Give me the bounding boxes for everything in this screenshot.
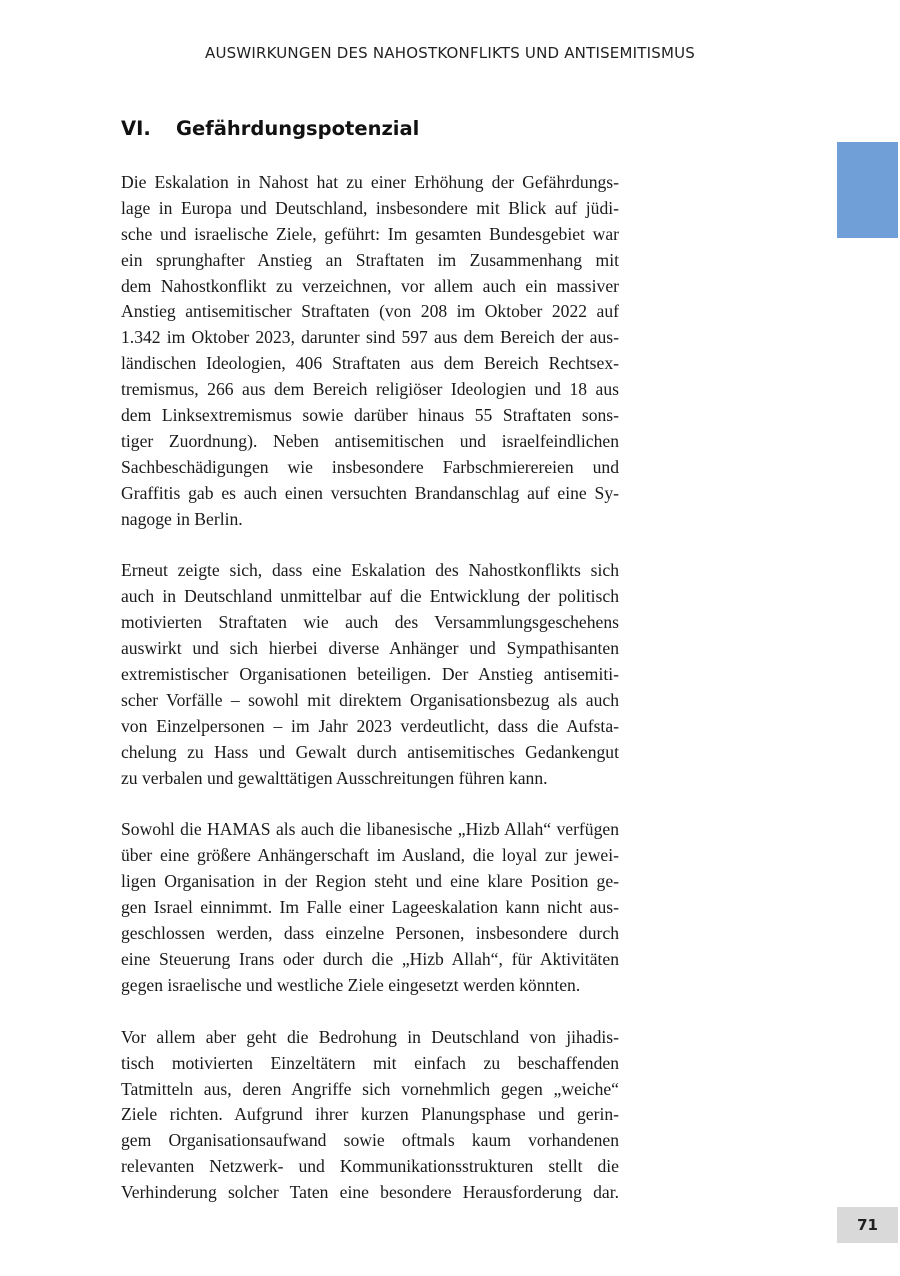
text-line: tiger Zuordnung). Neben antisemitischen und israelfeindlichen <box>121 430 619 451</box>
text-line: Tatmitteln aus, deren Angriffe sich vornehmlich gegen „weiche“ <box>121 1078 619 1099</box>
text-line: eine Steuerung Irans oder durch die „Hizb Allah“, für Aktivitäten <box>121 948 619 969</box>
paragraph <box>121 170 619 532</box>
text-line: Vor allem aber geht die Bedrohung in Deutschland von jihadis- <box>121 1026 619 1047</box>
section-heading <box>121 117 419 140</box>
text-line: chelung zu Hass und Gewalt durch antisemitisches Gedankengut <box>121 741 619 762</box>
text-line: tremismus, 266 aus dem Bereich religiöser Ideologien und 18 aus <box>121 379 619 400</box>
section-title: Gefährdungspotenzial <box>176 117 420 140</box>
text-line: 1.342 im Oktober 2023, darunter sind 597 aus dem Bereich der aus- <box>121 327 619 348</box>
text-line: Erneut zeigte sich, dass eine Eskalation des Nahostkonflikts sich <box>121 560 619 581</box>
page-number: 71 <box>837 1207 898 1243</box>
paragraph <box>121 1025 619 1206</box>
text-line: tisch motivierten Einzeltätern mit einfach zu beschaffenden <box>121 1052 619 1073</box>
running-head: AUSWIRKUNGEN DES NAHOSTKONFLIKTS UND ANTISEMITISMUS <box>204 44 695 62</box>
chapter-tab-marker <box>837 142 898 238</box>
text-line: dem Linksextremismus sowie darüber hinaus 55 Straftaten sons- <box>121 405 619 426</box>
paragraph <box>121 817 619 998</box>
text-line: sche und israelische Ziele, geführt: Im gesamten Bundesgebiet war <box>121 223 619 244</box>
text-line: Die Eskalation in Nahost hat zu einer Erhöhung der Gefährdungs- <box>121 172 619 192</box>
paragraph <box>121 558 619 791</box>
text-line: scher Vorfälle – sowohl mit direktem Organisationsbezug als auch <box>121 689 619 710</box>
text-line: ländischen Ideologien, 406 Straftaten aus dem Bereich Rechtsex- <box>121 353 619 374</box>
text-line: nagoge in Berlin. <box>121 508 243 529</box>
text-line: gem Organisationsaufwand sowie oftmals kaum vorhandenen <box>121 1130 619 1151</box>
text-line: gen Israel einnimmt. Im Falle einer Lageeskalation kann nicht aus- <box>121 897 619 918</box>
text-line: motivierten Straftaten wie auch des Versammlungsgeschehens <box>121 612 619 633</box>
text-line: Verhinderung solcher Taten eine besondere Herausforderung dar. <box>121 1182 619 1203</box>
body-text <box>121 170 619 1232</box>
text-line: gegen israelische und westliche Ziele eingesetzt werden könnten. <box>121 974 581 995</box>
text-line: dem Nahostkonflikt zu verzeichnen, vor allem auch ein massiver <box>121 275 619 296</box>
text-line: Sachbeschädigungen wie insbesondere Farbschmierereien und <box>121 456 619 477</box>
text-line: Sowohl die HAMAS als auch die libanesische „Hizb Allah“ verfügen <box>121 819 619 840</box>
text-line: ein sprunghafter Anstieg an Straftaten im Zusammenhang mit <box>121 249 619 270</box>
text-line: Graffitis gab es auch einen versuchten Brandanschlag auf eine Sy- <box>121 482 619 503</box>
text-line: Ziele richten. Aufgrund ihrer kurzen Planungsphase und gerin- <box>121 1104 619 1125</box>
text-line: von Einzelpersonen – im Jahr 2023 verdeutlicht, dass die Aufsta- <box>121 715 619 736</box>
text-line: über eine größere Anhängerschaft im Ausland, die loyal zur jewei- <box>121 845 619 866</box>
text-line: auch in Deutschland unmittelbar auf die Entwicklung der politisch <box>121 586 619 607</box>
text-line: ligen Organisation in der Region steht und eine klare Position ge- <box>121 871 619 892</box>
text-line: extremistischer Organisationen beteiligen. Der Anstieg antisemiti- <box>121 664 619 685</box>
text-line: zu verbalen und gewalttätigen Ausschreitungen führen kann. <box>121 767 548 788</box>
text-line: lage in Europa und Deutschland, insbesondere mit Blick auf jüdi- <box>121 197 619 218</box>
text-line: relevanten Netzwerk- und Kommunikationsstrukturen stellt die <box>121 1156 619 1177</box>
text-line: geschlossen werden, dass einzelne Personen, insbesondere durch <box>121 923 619 944</box>
text-line: auswirkt und sich hierbei diverse Anhänger und Sympathisanten <box>121 638 619 659</box>
section-number: VI. <box>121 117 151 140</box>
text-line: Anstieg antisemitischer Straftaten (von 208 im Oktober 2022 auf <box>121 301 619 322</box>
